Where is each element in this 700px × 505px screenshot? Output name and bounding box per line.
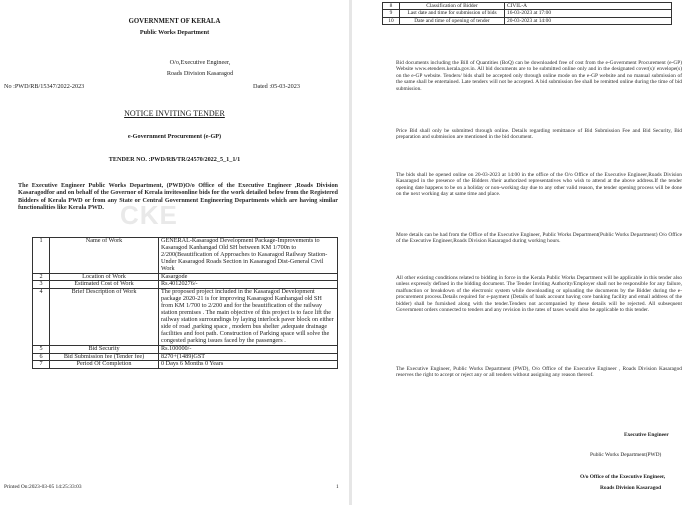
watermark: CKE: [120, 200, 178, 230]
signatory-department: Public Works Department(PWD): [590, 452, 662, 458]
row-label: Bid Security: [50, 345, 159, 353]
signatory-office-1: O/o Office of the Executive Engineer,: [580, 474, 666, 480]
row-value: The proposed project included in the Kasaragod Development package 2020-21 is for improving Kasaragod Kanhangad old SH from KM 1/700 to 2/200 and for the beautification of the railway station premises . The main objective of this project is to face lift the railway station surroundings by laying interlock paver block on either side of road ,parking space , modern bus shelter ,adequate drainage facilities and foot path. Construction of Parking space will solve the congested parking issues faced by the passengers .: [159, 289, 338, 345]
table-row: [33, 345, 338, 353]
row-value: 0 Days 6 Months 0 Years: [159, 361, 338, 369]
row-label: Date and time of opening of tender: [400, 17, 505, 24]
intro-paragraph: The Executive Engineer Public Works Department, (PWD)O/o Office of the Executive Engineer ,Roads Division Kasaragodfor and on behalf of the Governor of Kerala invitesonline bids for the work detailed below from the Registered Bidders of Kerala PWD or from any State or Central Government Engineering Departments which are having similar functionalities like Kerala PWD.: [18, 182, 338, 212]
row-label: Brief Description of Work: [50, 289, 159, 345]
row-value: Rs.100000/-: [159, 345, 338, 353]
row-value: GENERAL-Kasaragod Development Package-Improvements to Kasaragod Kanhangad Old SH between KM 1/700n to 2/200(Beautification of Approaches to Kasaragod Railway Station-Under Kasaragod Roads Section in Kasaragod Dist-General Civil Work: [159, 238, 338, 274]
row-label: Last date and time for submission of bids: [400, 10, 505, 17]
org-heading: GOVERNMENT OF KERALA: [128, 18, 221, 25]
row-number: 4: [33, 289, 50, 345]
row-number: 10: [383, 17, 400, 24]
tender-details-table: [32, 237, 338, 369]
page-number: 1: [336, 484, 339, 490]
paragraph-bid-opening: The bids shall be opened online on 20-03-2023 at 14:00 in the office of the O/o Office of the Executive Engineer,Roads Division Kasaragod in the presence of the Bidders /their authorized representatives who wish to attend at the above address.If the tender opening date happens to be on a holiday or non-working day due to any other valid reason, the tender opening process will be done on the next working day at same time and place.: [396, 172, 682, 198]
signatory-title: Executive Engineer: [624, 432, 669, 438]
dept-heading: Public Works Department: [139, 29, 210, 36]
row-label: Classification of Bidder: [400, 3, 505, 10]
paragraph-conditions: All other existing conditions related to bidding in force in the Kerala Public Works Department will be applicable in this tender also unless expressly defined in the bidding document. The Tender Inviting Authority/Employer shall not be responsible for any failure, malfunction or breakdown of the electronic system while downloading or uploading the documents by the Bidder during the e-procurement process.Details required for e-payment (Details of bank account having core banking facility and email address of the bidder) shall be furnished along with the tender.Tenders not accompanied by these details will be rejected. All subsequent Government orders connected to tenders and any revision in the rates of taxes would also be applicable to this tender.: [396, 275, 682, 314]
row-number: 9: [383, 10, 400, 17]
tender-details-table-continued: [382, 2, 672, 25]
document-page-2: [352, 0, 700, 505]
office-line-1: O/o,Executive Engineer,: [169, 59, 231, 66]
subtitle: e-Government Procurement (e-GP): [127, 133, 222, 140]
table-row: [33, 289, 338, 345]
row-label: Estimated Cost of Work: [50, 281, 159, 289]
office-line-2: Roads Division Kasaragod: [166, 70, 234, 77]
row-value: 20-03-2023 at 14:00: [505, 17, 672, 24]
table-row: [33, 361, 338, 369]
row-value: 16-03-2023 at 17:00: [505, 10, 672, 17]
table-row: [383, 17, 672, 24]
date: Dated :05-03-2023: [253, 83, 300, 90]
tender-number: TENDER NO. :PWD/RB/TR/24570/2022_5_1_1/1: [108, 156, 241, 163]
row-number: 5: [33, 345, 50, 353]
row-number: 3: [33, 281, 50, 289]
row-number: 7: [33, 361, 50, 369]
table-row: [383, 10, 672, 17]
row-label: Period Of Completion: [50, 361, 159, 369]
printed-on: Printed On:2023-03-05 14:25:33:03: [4, 484, 82, 490]
paragraph-price-bid: Price Bid shall only be submitted through online. Details regarding remittance of Bid Submission Fee and Bid Security, Bid preparation and submission are mentioned in the bid document.: [396, 128, 682, 141]
paragraph-bid-documents: Bid documents including the Bill of Quantities (BoQ) can be downloaded free of cost from the e-Government Procurement (e-GP) Website www.etenders.kerala.gov.in. All bid documents are to be submitted online only and in the designated cover(s)/ envelope(s) on the e-GP website. Tenders/ bids shall be accepted only through online mode on the e-GP website and no manual submission of the same shall be entertained. Late tenders will not be accepted. A bid submission fee shall be remitted online during the time of bid submission.: [396, 60, 682, 92]
notice-title: NOTICE INVITING TENDER: [124, 109, 225, 118]
signatory-office-2: Roads Division Kasaragod: [600, 485, 662, 491]
row-number: 8: [383, 3, 400, 10]
row-value: Kasargode: [159, 273, 338, 281]
row-number: 1: [33, 238, 50, 274]
row-label: Location of Work: [50, 273, 159, 281]
paragraph-more-details: More details can be had from the Office of the Executive Engineer, Public Works Department(Public Works Department) O/o Office of the Executive Engineer,Roads Division Kasaragod during working hours.: [396, 232, 682, 245]
table-row: [33, 238, 338, 274]
paragraph-reservation: The Executive Engineer, Public Works Department (PWD), O/o Office of the Executive Engineer , Roads Division Kasaragod reserves the right to accept or reject any or all tenders without assigning any reason thereof.: [396, 366, 682, 379]
row-value: Rs.40120276/-: [159, 281, 338, 289]
row-value: CIVIL-A: [505, 3, 672, 10]
row-label: Bid Submission fee (Tender fee): [50, 353, 159, 361]
document-page-1: [0, 0, 349, 505]
row-label: Name of Work: [50, 238, 159, 274]
reference-number: No :PWD/RB/15347/2022-2023: [4, 83, 85, 90]
row-value: 8270+(1489)GST: [159, 353, 338, 361]
table-row: [383, 3, 672, 10]
row-number: 6: [33, 353, 50, 361]
row-number: 2: [33, 273, 50, 281]
